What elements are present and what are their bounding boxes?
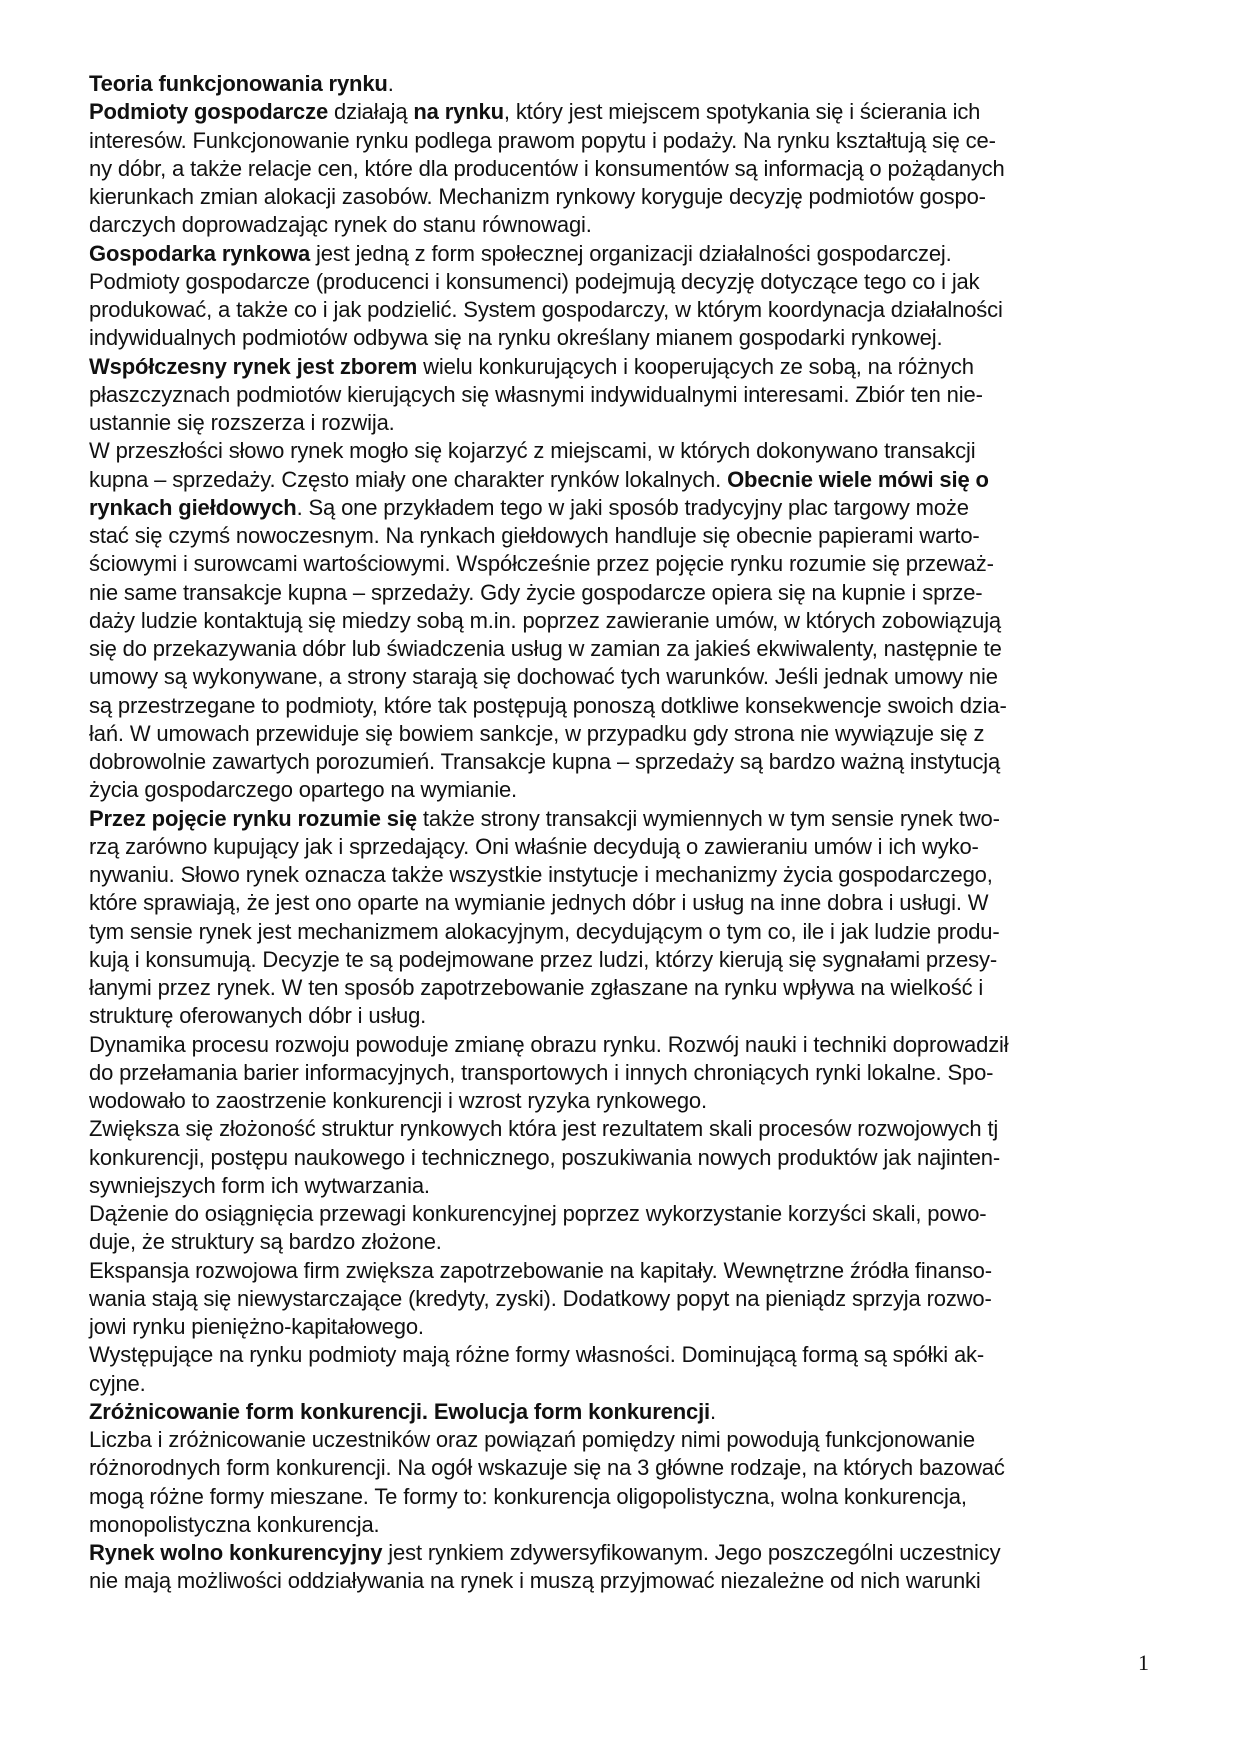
text-line — [89, 1144, 1169, 1172]
text-run: duje, że struktury są bardzo złożone. — [89, 1229, 442, 1255]
text-run: Liczba i zróżnicowanie uczestników oraz powiązań pomiędzy nimi powodują funkcjonowanie — [89, 1427, 975, 1452]
text-line — [89, 946, 1169, 974]
text-run: wodowało to zaostrzenie konkurencji i wzrost ryzyka rynkowego. — [89, 1088, 707, 1113]
text-line — [89, 776, 1169, 804]
text-run: wania stają się niewystarczające (kredyty, zyski). Dodatkowy popyt na pieniądz sprzyja rozwo- — [89, 1285, 992, 1311]
text-run: różnorodnych form konkurencji. Na ogół wskazuje się na 3 główne rodzaje, na których bazować — [89, 1455, 1005, 1481]
text-run: ściowymi i surowcami wartościowymi. Współcześnie przez pojęcie rynku rozumie się przeważ- — [89, 551, 994, 577]
text-run: ustannie się rozszerza i rozwija. — [89, 410, 395, 435]
text-run: płaszczyznach podmiotów kierujących się własnymi indywidualnymi interesami. Zbiór ten nie- — [89, 381, 983, 407]
text-line — [89, 663, 1169, 691]
bold-text-run: Zróżnicowanie form konkurencji. Ewolucja form konkurencji — [89, 1398, 711, 1424]
text-run: jest jedną z form społecznej organizacji działalności gospodarczej. — [310, 240, 952, 266]
text-line — [89, 805, 1169, 833]
text-run: nywaniu. Słowo rynek oznacza także wszystkie instytucje i mechanizmy życia gospodarczego, — [89, 862, 993, 887]
bold-text-run: Rynek wolno konkurencyjny — [89, 1540, 383, 1565]
text-line — [89, 127, 1169, 155]
text-run: są przestrzegane to podmioty, które tak postępują ponoszą dotkliwe konsekwencje swoich dzia- — [89, 692, 1007, 718]
text-line — [89, 720, 1169, 748]
text-line — [89, 889, 1169, 917]
text-run: które sprawiają, że jest ono oparte na wymianie jednych dóbr i usług na inne dobra i usługi. W — [89, 890, 989, 916]
text-line — [89, 183, 1169, 211]
text-run: monopolistyczna konkurencja. — [89, 1511, 380, 1537]
text-line — [89, 296, 1169, 324]
text-line — [89, 353, 1169, 381]
text-line — [89, 748, 1169, 776]
text-line — [89, 1002, 1169, 1030]
page-number: 1 — [1138, 1650, 1149, 1675]
text-run: Występujące na rynku podmioty mają różne formy własności. Dominującą formą są spółki ak- — [89, 1342, 985, 1368]
bold-text-run: Współczesny rynek jest zborem — [89, 353, 418, 379]
bold-text-run: Podmioty gospodarcze — [89, 99, 329, 125]
text-run: stać się czymś nowoczesnym. Na rynkach giełdowych handluje się obecnie papierami warto- — [89, 523, 980, 548]
text-line — [89, 550, 1169, 578]
text-line — [89, 1257, 1169, 1285]
text-line — [89, 70, 1169, 98]
text-line — [89, 1483, 1169, 1511]
text-run: nie same transakcje kupna – sprzedaży. Gdy życie gospodarcze opiera się na kupnie i sprze- — [89, 579, 983, 605]
text-run: rzą zarówno kupujący jak i sprzedający. Oni właśnie decydują o zawieraniu umów i ich wyko- — [89, 833, 979, 859]
text-run: . Są one przykładem tego w jaki sposób tradycyjny plac targowy może — [296, 494, 969, 520]
text-run: Dążenie do osiągnięcia przewagi konkurencyjnej poprzez wykorzystanie korzyści skali, powo- — [89, 1201, 987, 1226]
text-line — [89, 437, 1169, 465]
text-line — [89, 522, 1169, 550]
text-line — [89, 381, 1169, 409]
text-run: Ekspansja rozwojowa firm zwiększa zapotrzebowanie na kapitały. Wewnętrzne źródła finanso- — [89, 1257, 992, 1283]
text-run: . — [710, 1398, 716, 1424]
text-run: jest rynkiem zdywersyfikowanym. Jego poszczególni uczestnicy — [382, 1540, 1001, 1565]
text-run: Zwiększa się złożoność struktur rynkowych która jest rezultatem skali procesów rozwojowych tj — [89, 1116, 999, 1142]
document-body — [89, 70, 1169, 1596]
text-line — [89, 1426, 1169, 1454]
text-run: łanymi przez rynek. W ten sposób zapotrzebowanie zgłaszane na rynku wpływa na wielkość i — [89, 975, 984, 1000]
text-line — [89, 1115, 1169, 1143]
text-run: umowy są wykonywane, a strony starają się dochować tych warunków. Jeśli jednak umowy nie — [89, 664, 998, 690]
text-run: wielu konkurujących i kooperujących ze sobą, na różnych — [417, 353, 974, 379]
text-run: działają — [328, 99, 414, 125]
text-line — [89, 466, 1169, 494]
text-run: się do przekazywania dóbr lub świadczenia usług w zamian za jakieś ekwiwalenty, następnie te — [89, 636, 1002, 661]
text-line — [89, 1398, 1169, 1426]
text-line — [89, 268, 1169, 296]
text-run: Dynamika procesu rozwoju powoduje zmianę obrazu rynku. Rozwój nauki i techniki doprowadził — [89, 1031, 1009, 1057]
text-line — [89, 861, 1169, 889]
text-line — [89, 974, 1169, 1002]
text-run: interesów. Funkcjonowanie rynku podlega prawom popytu i podaży. Na rynku kształtują się ce- — [89, 127, 996, 153]
text-run: W przeszłości słowo rynek mogło się kojarzyć z miejscami, w których dokonywano transakcji — [89, 438, 976, 464]
text-run: daży ludzie kontaktują się miedzy sobą m.in. poprzez zawieranie umów, w których zobowiązują — [89, 607, 1002, 633]
text-line — [89, 1031, 1169, 1059]
text-line — [89, 1511, 1169, 1539]
text-line — [89, 1341, 1169, 1369]
text-run: życia gospodarczego opartego na wymianie. — [89, 777, 517, 803]
text-run: konkurencji, postępu naukowego i technicznego, poszukiwania nowych produktów jak najinten- — [89, 1144, 1001, 1170]
text-run: mogą różne formy mieszane. Te formy to: konkurencja oligopolistyczna, wolna konkurencja, — [89, 1483, 967, 1509]
text-run: , który jest miejscem spotykania się i ścierania ich — [503, 99, 981, 125]
text-line — [89, 1313, 1169, 1341]
text-line — [89, 635, 1169, 663]
text-line — [89, 1200, 1169, 1228]
text-run: łań. W umowach przewiduje się bowiem sankcje, w przypadku gdy strona nie wywiązuje się z — [89, 720, 985, 746]
text-run: także strony transakcji wymiennych w tym sensie rynek two- — [416, 805, 1000, 831]
text-run: strukturę oferowanych dóbr i usług. — [89, 1003, 427, 1029]
text-run: kupna – sprzedaży. Często miały one charakter rynków lokalnych. — [89, 466, 728, 492]
text-line — [89, 1567, 1169, 1595]
text-line — [89, 1172, 1169, 1200]
text-line — [89, 494, 1169, 522]
bold-text-run: Przez pojęcie rynku rozumie się — [89, 805, 417, 831]
text-run: sywniejszych form ich wytwarzania. — [89, 1172, 430, 1198]
bold-text-run: Gospodarka rynkowa — [89, 240, 311, 266]
text-line — [89, 155, 1169, 183]
bold-text-run: Obecnie wiele mówi się o — [727, 466, 989, 492]
bold-text-run: Teoria funkcjonowania rynku — [89, 71, 388, 96]
text-run: indywidualnych podmiotów odbywa się na rynku określany mianem gospodarki rynkowej. — [89, 325, 943, 351]
text-run: . — [387, 71, 394, 96]
text-run: dobrowolnie zawartych porozumień. Transakcje kupna – sprzedaży są bardzo ważną instytucją — [89, 749, 1001, 774]
text-line — [89, 692, 1169, 720]
text-line — [89, 240, 1169, 268]
text-run: do przełamania barier informacyjnych, transportowych i innych chroniących rynki lokalne. Spo- — [89, 1059, 994, 1085]
text-line — [89, 324, 1169, 352]
text-run: kierunkach zmian alokacji zasobów. Mechanizm rynkowy koryguje decyzję podmiotów gospo- — [89, 184, 986, 209]
text-run: darczych doprowadzając rynek do stanu równowagi. — [89, 212, 592, 238]
bold-text-run: na rynku — [413, 99, 504, 125]
text-run: tym sensie rynek jest mechanizmem alokacyjnym, decydującym o tym co, ile i jak ludzie produ- — [89, 918, 1000, 944]
text-line — [89, 833, 1169, 861]
text-line — [89, 1228, 1169, 1256]
text-run: produkować, a także co i jak podzielić. System gospodarczy, w którym koordynacja działalności — [89, 297, 1003, 322]
text-line — [89, 579, 1169, 607]
text-line — [89, 1539, 1169, 1567]
text-run: cyjne. — [89, 1370, 146, 1396]
text-run: nie mają możliwości oddziaływania na rynek i muszą przyjmować niezależne od nich warunki — [89, 1568, 981, 1594]
text-run: ny dóbr, a także relacje cen, które dla producentów i konsumentów są informacją o pożądanych — [89, 155, 1005, 181]
text-line — [89, 98, 1169, 126]
bold-text-run: rynkach giełdowych — [89, 494, 297, 520]
text-line — [89, 1087, 1169, 1115]
text-line — [89, 1454, 1169, 1482]
text-line — [89, 918, 1169, 946]
text-run: jowi rynku pieniężno-kapitałowego. — [89, 1314, 424, 1339]
text-line — [89, 1285, 1169, 1313]
text-line — [89, 1370, 1169, 1398]
text-line — [89, 409, 1169, 437]
text-line — [89, 1059, 1169, 1087]
text-line — [89, 211, 1169, 239]
text-line — [89, 607, 1169, 635]
text-run: Podmioty gospodarcze (producenci i konsumenci) podejmują decyzję dotyczące tego co i jak — [89, 268, 980, 294]
text-run: kują i konsumują. Decyzje te są podejmowane przez ludzi, którzy kierują się sygnałami przesy- — [89, 946, 997, 972]
